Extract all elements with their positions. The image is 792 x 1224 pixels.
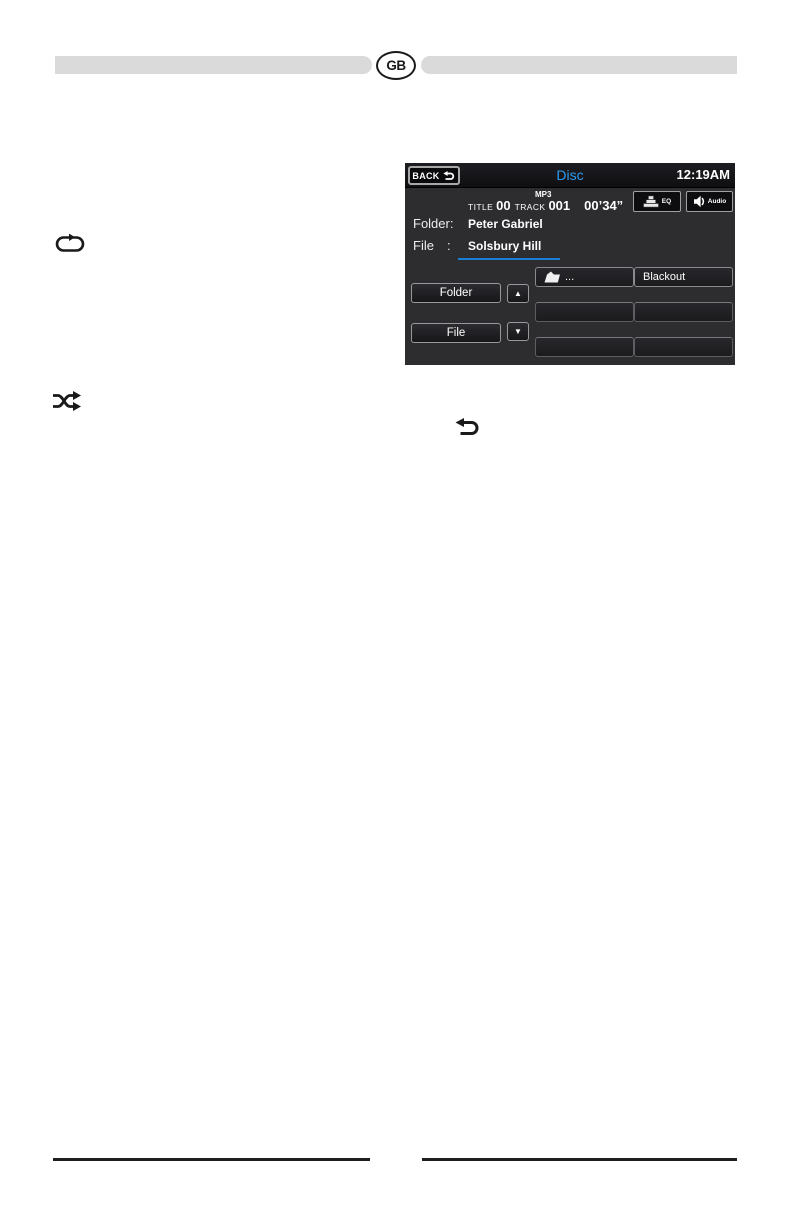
track-info: [468, 197, 623, 215]
file-row: [413, 238, 541, 253]
header-rule-left: [55, 56, 372, 74]
folder-value: Peter Gabriel: [468, 217, 543, 231]
track-label: TRACK: [514, 202, 546, 212]
down-triangle-icon: ▼: [514, 327, 522, 336]
screen-title: Disc: [556, 167, 584, 183]
region-badge: [376, 51, 416, 80]
file-value: Solsbury Hill: [468, 239, 542, 253]
title-number: 00: [496, 198, 511, 213]
elapsed-time: 00’34”: [584, 198, 624, 213]
repeat-icon: [55, 234, 85, 253]
list-item-empty[interactable]: [535, 302, 634, 322]
back-button-label: BACK: [412, 170, 440, 181]
track-number: 001: [548, 198, 571, 213]
folder-select-button[interactable]: [411, 283, 501, 303]
list-item-empty[interactable]: [535, 337, 634, 357]
header-rule-right: [421, 56, 737, 74]
list-item-parent-folder[interactable]: [535, 267, 634, 287]
audio-button-label: Audio: [707, 198, 727, 205]
scroll-up-button[interactable]: [507, 284, 529, 303]
folder-select-label: Folder: [439, 287, 473, 299]
file-separator: :: [447, 238, 451, 253]
file-select-button[interactable]: [411, 323, 501, 343]
eq-button-label: EQ: [661, 198, 672, 205]
file-select-label: File: [446, 327, 466, 339]
shuffle-icon: [52, 391, 82, 411]
folder-label: Folder:: [413, 216, 454, 231]
up-triangle-icon: ▲: [514, 289, 522, 298]
file-underline: [458, 258, 560, 260]
speaker-icon: [693, 195, 706, 208]
region-badge-label: GB: [386, 58, 406, 73]
eq-button[interactable]: [633, 191, 681, 212]
format-label: MP3: [535, 190, 552, 199]
clock: 12:19AM: [676, 167, 730, 182]
file-label: File: [413, 238, 434, 253]
footer-rule-right: [422, 1158, 737, 1161]
list-item-track[interactable]: [634, 267, 733, 287]
list-item-empty[interactable]: [634, 302, 733, 322]
list-item-empty[interactable]: [634, 337, 733, 357]
list-item-label: Blackout: [643, 271, 686, 283]
eq-bars-icon: [643, 195, 660, 208]
footer-rule-left: [53, 1158, 370, 1161]
title-label: TITLE: [468, 202, 494, 212]
scroll-down-button[interactable]: [507, 322, 529, 341]
device-screenshot: [405, 163, 735, 365]
audio-button[interactable]: [686, 191, 733, 212]
list-item-label: ...: [565, 271, 575, 283]
folder-row: [413, 216, 543, 231]
folder-up-icon: [544, 271, 561, 283]
titlebar: [405, 163, 735, 188]
back-arrow-icon: [455, 418, 482, 437]
